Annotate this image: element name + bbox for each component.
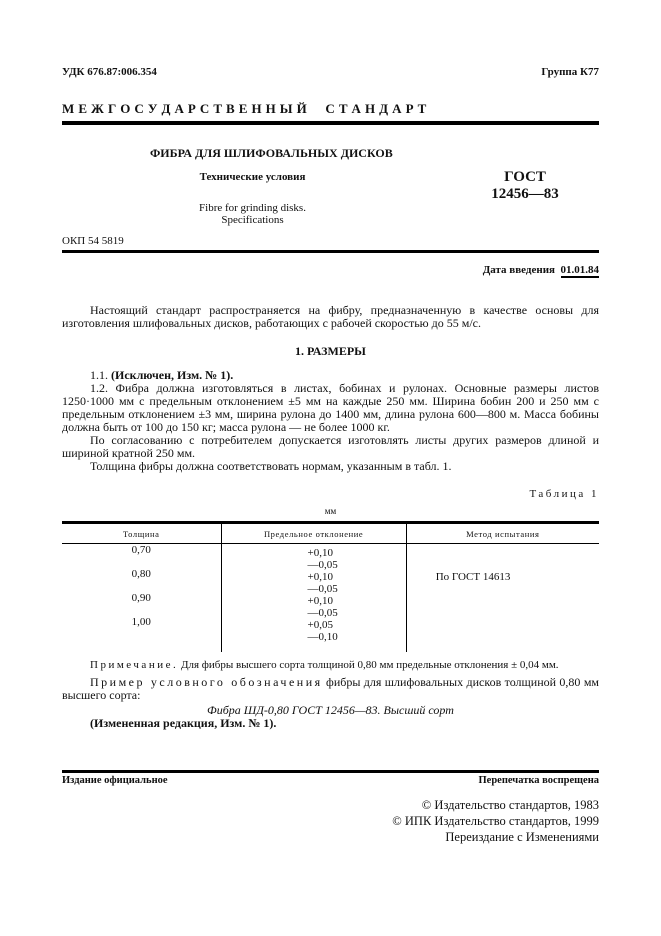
gost-designation — [470, 169, 580, 203]
document-title: ФИБРА ДЛЯ ШЛИФОВАЛЬНЫХ ДИСКОВ — [150, 146, 393, 160]
example-text: фибры для шлифовальных дисков толщиной 0,80 мм высшего сорта: — [62, 675, 600, 702]
thickness-value: 0,70 — [131, 544, 151, 556]
deviation-plus: +0,10 — [307, 571, 333, 583]
example-paragraph — [62, 676, 599, 702]
intro-date-label: Дата введения — [482, 264, 555, 276]
thickness-table — [62, 521, 599, 652]
amendment-note: (Измененная редакция, Изм. № 1). — [90, 716, 277, 730]
example-label: Пример условного обозначения — [90, 675, 323, 689]
example-designation: Фибра ШД-0,80 ГОСТ 12456—83. Высший сорт — [207, 703, 454, 717]
header-method: Метод испытания — [406, 523, 599, 544]
deviation-minus: —0,05 — [307, 559, 338, 571]
deviation-minus: —0,05 — [307, 583, 338, 595]
copyright-1983: © Издательство стандартов, 1983 — [421, 798, 599, 812]
clause-1-1-text: (Исключен, Изм. № 1). — [111, 368, 234, 382]
note-label: Примечание. — [90, 659, 179, 671]
english-title-line2: Specifications — [221, 214, 284, 226]
header-thickness: Толщина — [62, 523, 221, 544]
section-heading-sizes: 1. РАЗМЕРЫ — [295, 344, 366, 358]
document-subtitle: Технические условия — [199, 171, 306, 183]
intro-date-value: 01.01.84 — [560, 264, 599, 276]
reissue-note: Переиздание с Изменениями — [445, 830, 599, 844]
thickness-value: 0,80 — [131, 568, 151, 580]
table-caption: Таблица 1 — [529, 488, 599, 500]
english-title-line1: Fibre for grinding disks. — [199, 202, 306, 214]
agreement-paragraph: По согласованию с потребителем допускается изготовлять листы других размеров длиной и шириной кратной 250 мм. — [62, 433, 599, 460]
interstate-standard-banner: М Е Ж Г О С У Д А Р С Т В Е Н Н Ы Й С Т А Н Д А Р Т — [62, 101, 427, 116]
table-row — [62, 544, 599, 652]
deviation-plus: +0,10 — [307, 547, 333, 559]
deviation-column — [221, 544, 406, 652]
gost-label: ГОСТ — [504, 169, 546, 185]
thickness-column — [62, 544, 221, 652]
deviation-plus: +0,05 — [307, 619, 333, 631]
udk-code: УДК 676.87:006.354 — [62, 66, 157, 78]
note-text: Для фибры высшего сорта толщиной 0,80 мм предельные отклонения ± 0,04 мм. — [180, 659, 559, 671]
gost-number: 12456—83 — [491, 186, 559, 202]
table-unit: мм — [324, 506, 337, 516]
reprint-prohibited: Перепечатка воспрещена — [478, 775, 599, 786]
copyright-1999: © ИПК Издательство стандартов, 1999 — [392, 814, 599, 828]
title-rule — [62, 250, 599, 253]
thickness-paragraph: Толщина фибры должна соответствовать нормам, указанным в табл. 1. — [90, 459, 452, 473]
group-code: Группа К77 — [541, 66, 599, 78]
english-title — [160, 202, 345, 226]
official-edition: Издание официальное — [62, 775, 168, 786]
thickness-value: 1,00 — [131, 616, 151, 628]
okp-code: ОКП 54 5819 — [62, 235, 124, 247]
deviation-plus: +0,10 — [307, 595, 333, 607]
method-cell: По ГОСТ 14613 — [435, 571, 511, 583]
top-rule — [62, 121, 599, 125]
table-header-row — [62, 523, 599, 544]
deviation-minus: —0,10 — [307, 631, 338, 643]
clause-1-1-number: 1.1. — [90, 368, 108, 382]
intro-paragraph: Настоящий стандарт распространяется на фибру, предназначенную в качестве основы для изготовления шлифовальных дисков, работающих с рабочей скоростью до 55 м/с. — [62, 303, 599, 330]
intro-date — [483, 264, 599, 276]
thickness-value: 0,90 — [131, 592, 151, 604]
table-note — [62, 659, 599, 672]
deviation-minus: —0,05 — [307, 607, 338, 619]
clause-1-2: 1.2. Фибра должна изготовляться в листах, бобинах и рулонах. Основные размеры листов 1250·1000 мм с предельным отклонением ±5 мм на каждые 250 мм. Ширина бобин 200 и 250 мм с предельным отклонением ±3 мм, ширина рулона до 1400 мм, длина рулона 600—800 м. Масса бобины должна быть от 100 до 150 кг; масса рулона — не более 1000 кг. — [62, 381, 599, 434]
copyright-block — [392, 797, 599, 845]
header-deviation: Предельное отклонение — [221, 523, 406, 544]
footer-rule — [62, 770, 599, 773]
